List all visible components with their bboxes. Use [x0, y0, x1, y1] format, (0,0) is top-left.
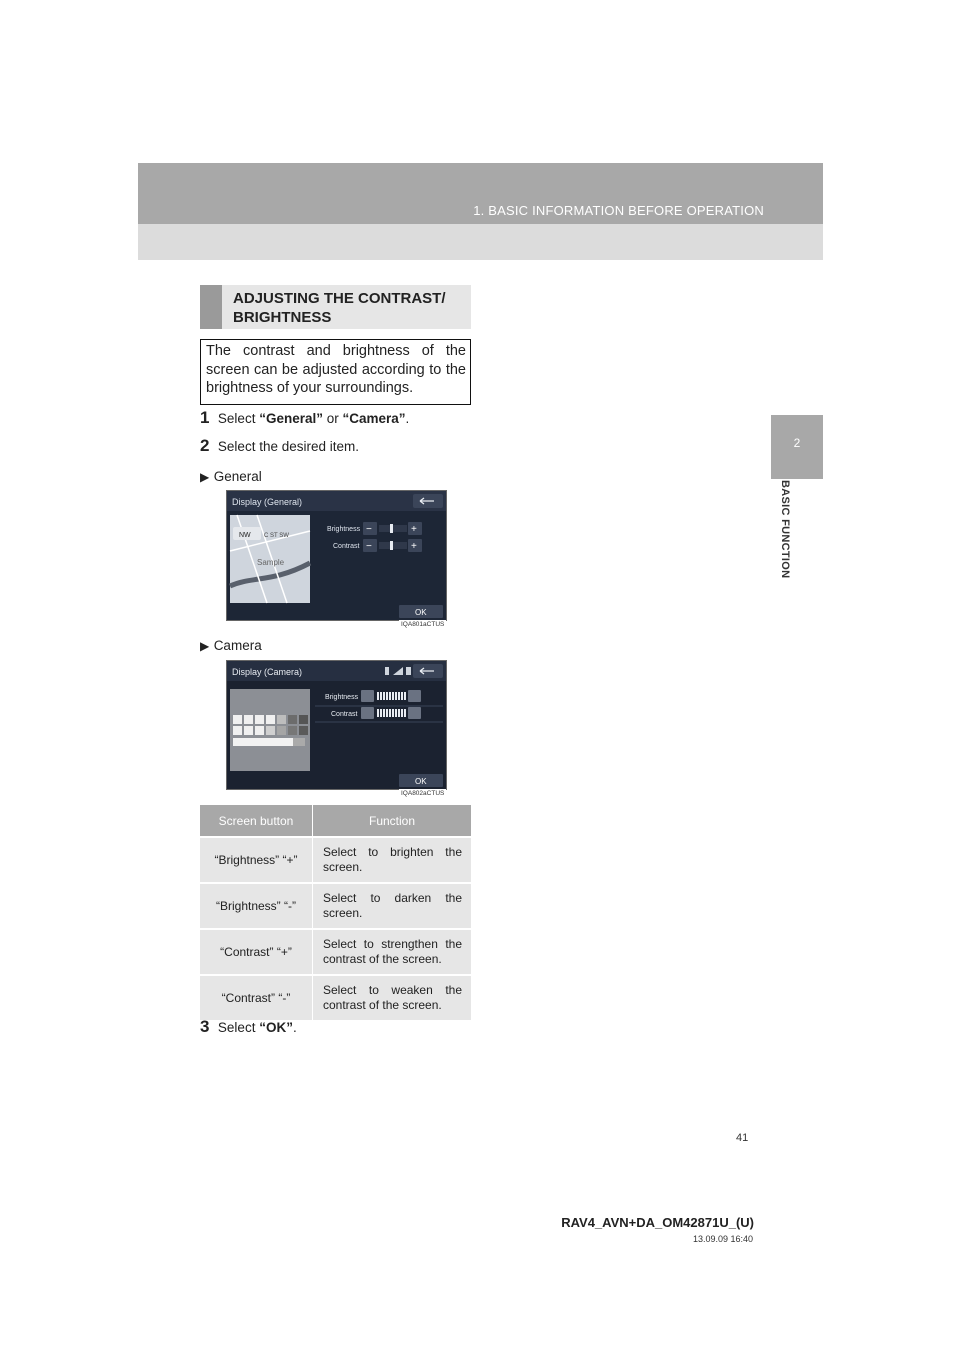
- table-header: Function: [313, 805, 472, 837]
- figure-code: IQA801aCTUS: [401, 621, 445, 628]
- brightness-label: Brightness: [327, 526, 361, 533]
- ok-label: OK: [415, 608, 427, 617]
- plus-icon: +: [411, 541, 417, 552]
- step-number: 2: [200, 436, 210, 455]
- step-2: [200, 436, 359, 456]
- table-cell-function: Select to brighten the screen.: [313, 837, 472, 883]
- subheading-general: [200, 468, 262, 486]
- step-text: [218, 411, 409, 426]
- step-number: 3: [200, 1017, 210, 1036]
- step-text: Select the desired item.: [217, 439, 359, 454]
- screenshot-display-general: [226, 490, 447, 621]
- contrast-label: Contrast: [331, 711, 358, 718]
- map-street: C ST SW: [264, 533, 289, 539]
- header-title: 1. BASIC INFORMATION BEFORE OPERATION: [473, 203, 764, 218]
- document-id: RAV4_AVN+DA_OM42871U_(U): [561, 1215, 754, 1230]
- contrast-label: Contrast: [333, 543, 360, 550]
- table-cell-function: Select to darken the screen.: [313, 883, 472, 929]
- chapter-label-wrap: [771, 480, 791, 610]
- step-option-camera: “Camera”: [342, 411, 406, 426]
- table-cell-function: Select to strengthen the contrast of the screen.: [313, 929, 472, 975]
- minus-icon: −: [366, 524, 372, 535]
- screen-title: Display (General): [232, 497, 303, 507]
- table-row: [200, 837, 471, 883]
- figure-code: IQA802aCTUS: [401, 790, 445, 797]
- chapter-label: BASIC FUNCTION: [779, 480, 791, 579]
- contrast-minus-button[interactable]: [361, 707, 374, 719]
- step-text-pre: Select: [217, 411, 260, 426]
- table-row: [200, 975, 471, 1020]
- step-text: [218, 1020, 297, 1035]
- step-3: [200, 1017, 297, 1037]
- brightness-label: Brightness: [325, 694, 359, 701]
- subheading-label: General: [213, 469, 262, 484]
- screenshot-display-camera: [226, 660, 447, 790]
- triangle-right-icon: ▶: [200, 470, 210, 484]
- page-number: 41: [736, 1132, 749, 1144]
- screen-graphic: [227, 491, 446, 620]
- table-cell-button: “Brightness” “-”: [200, 883, 313, 929]
- table-header: Screen button: [200, 805, 313, 837]
- table-cell-button: “Brightness” “+”: [200, 837, 313, 883]
- table-cell-function: Select to weaken the contrast of the screen.: [313, 975, 472, 1020]
- map-sample: Sample: [257, 558, 285, 567]
- step-1: [200, 408, 409, 428]
- table-row: [200, 883, 471, 929]
- table-cell-button: “Contrast” “-”: [200, 975, 313, 1020]
- step-text-mid: or: [322, 411, 343, 426]
- step-text-post: .: [405, 411, 410, 426]
- screen-graphic: [227, 661, 446, 789]
- triangle-right-icon: ▶: [200, 639, 210, 653]
- map-heading: NW: [239, 532, 251, 539]
- brightness-minus-button[interactable]: [361, 690, 374, 702]
- section-heading-bar: [200, 285, 222, 329]
- step-option-general: “General”: [259, 411, 323, 426]
- table-row: [200, 929, 471, 975]
- brightness-plus-button[interactable]: [408, 690, 421, 702]
- contrast-plus-button[interactable]: [408, 707, 421, 719]
- header-subband: [138, 224, 823, 260]
- table-cell-button: “Contrast” “+”: [200, 929, 313, 975]
- step-option-ok: “OK”: [259, 1020, 293, 1035]
- step-text-post: .: [292, 1020, 297, 1035]
- plus-icon: +: [411, 524, 417, 535]
- chapter-number: 2: [793, 436, 801, 450]
- table-header-row: [200, 805, 471, 837]
- section-title: ADJUSTING THE CONTRAST/ BRIGHTNESS: [233, 290, 446, 326]
- step-text-pre: Select: [217, 1020, 260, 1035]
- intro-text: The contrast and brightness of the screen can be adjusted according to the brightness of your surroundings.: [206, 343, 466, 396]
- print-timestamp: 13.09.09 16:40: [692, 1234, 753, 1244]
- ok-label: OK: [415, 777, 427, 786]
- screen-title: Display (Camera): [232, 667, 303, 677]
- subheading-camera: [200, 637, 262, 655]
- minus-icon: −: [366, 541, 372, 552]
- subheading-label: Camera: [213, 638, 262, 653]
- function-table: [200, 805, 471, 1020]
- step-number: 1: [200, 408, 210, 427]
